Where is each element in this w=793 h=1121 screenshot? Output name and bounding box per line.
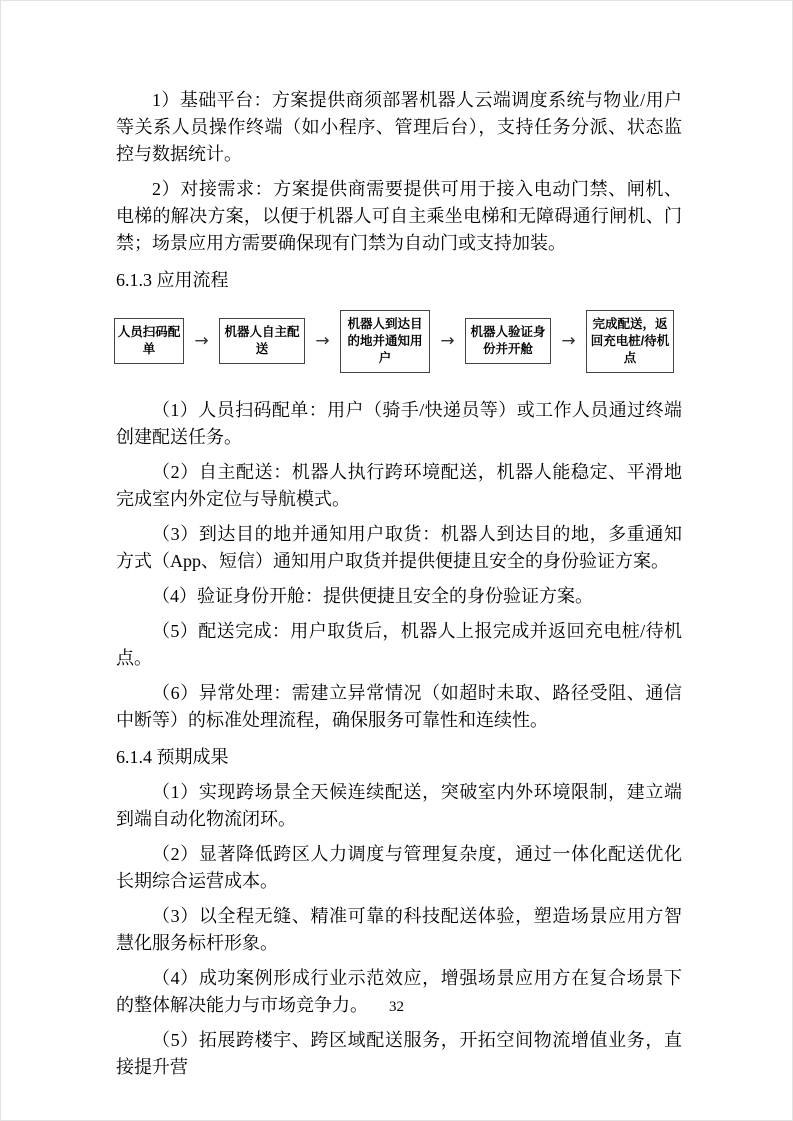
result-item-2: （2）显著降低跨区人力调度与管理复杂度，通过一体化配送优化长期综合运营成本。 <box>116 843 682 891</box>
arrow-right-icon: → <box>561 330 576 351</box>
arrow-right-icon: → <box>440 330 455 351</box>
flow-item-1: （1）人员扫码配单：用户（骑手/快递员等）或工作人员通过终端创建配送任务。 <box>116 399 682 447</box>
page-number: 32 <box>389 999 404 1015</box>
flowchart-step-2 <box>219 318 305 364</box>
arrow-right-icon: → <box>194 330 209 351</box>
arrow-right-icon: → <box>315 330 330 351</box>
section-heading-6-1-3: 6.1.3 应用流程 <box>116 270 229 290</box>
result-item-1: （1）实现跨场景全天候连续配送，突破室内外环境限制，建立端到端自动化物流闭环。 <box>116 781 682 829</box>
flow-item-5: （5）配送完成：用户取货后，机器人上报完成并返回充电桩/待机点。 <box>116 620 682 668</box>
flow-item-4: （4）验证身份开舱：提供便捷且安全的身份验证方案。 <box>152 585 593 606</box>
flowchart-step-1-label: 人员扫码配单 <box>117 325 181 357</box>
application-flowchart <box>114 310 674 373</box>
flowchart-step-2-label: 机器人自主配送 <box>224 325 300 357</box>
flowchart-step-5-label: 完成配送，返回充电桩/待机点 <box>590 317 670 365</box>
flowchart-step-3 <box>340 310 430 373</box>
flow-item-6: （6）异常处理：需建立异常情况（如超时未取、路径受阻、通信中断等）的标准处理流程，确保服务可靠性和连续性。 <box>116 682 682 730</box>
section-heading-6-1-4: 6.1.4 预期成果 <box>116 746 229 767</box>
document-content <box>116 87 682 1089</box>
flowchart-step-5 <box>586 310 674 373</box>
flow-item-2: （2）自主配送：机器人执行跨环境配送，机器人能稳定、平滑地完成室内外定位与导航模式。 <box>116 461 682 509</box>
result-item-5: （5）拓展跨楼宇、跨区域配送服务，开拓空间物流增值业务，直接提升营 <box>116 1029 682 1077</box>
result-item-3: （3）以全程无缝、精准可靠的科技配送体验，塑造场景应用方智慧化服务标杆形象。 <box>116 905 682 953</box>
result-item-4: （4）成功案例形成行业示范效应，增强场景应用方在复合场景下的整体解决能力与市场竞争力。 <box>116 967 682 1015</box>
flowchart-step-3-label: 机器人到达目的地并通知用户 <box>347 317 423 365</box>
flowchart-step-1 <box>114 318 184 364</box>
intro-paragraph-2: 2）对接需求：方案提供商需要提供可用于接入电动门禁、闸机、电梯的解决方案，以便于机器人可自主乘坐电梯和无障碍通行闸机、门禁；场景应用方需要确保现有门禁为自动门或支持加装。 <box>116 179 682 253</box>
flowchart-step-4 <box>465 318 551 364</box>
flow-item-3: （3）到达目的地并通知用户取货：机器人到达目的地，多重通知方式（App、短信）通知用户取货并提供便捷且安全的身份验证方案。 <box>116 523 682 571</box>
flowchart-step-4-label: 机器人验证身份并开舱 <box>470 325 546 357</box>
intro-paragraph-1: 1）基础平台：方案提供商须部署机器人云端调度系统与物业/用户等关系人员操作终端（如小程序、管理后台），支持任务分派、状态监控与数据统计。 <box>116 90 682 164</box>
